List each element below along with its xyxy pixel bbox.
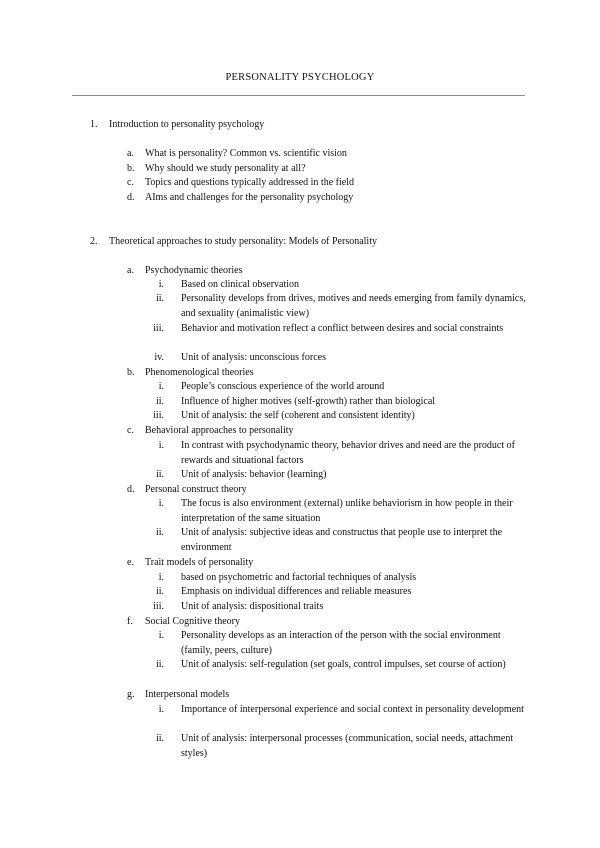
item-text: Why should we study personality at all? (145, 163, 306, 174)
item-text: AIms and challenges for the personality psychology (145, 192, 354, 203)
item-text: Personal construct theory (145, 484, 247, 495)
point-label: i. (158, 279, 164, 290)
item-text: Trait models of personality (145, 557, 254, 568)
item-label: g. (127, 689, 135, 700)
item-text: Behavioral approaches to personality (145, 425, 294, 436)
point-text: Personality develops as an interaction of the person with the social environment (family, peers, culture) (181, 630, 501, 656)
item-label: b. (127, 367, 135, 378)
point-text: Unit of analysis: behavior (learning) (181, 469, 327, 480)
point-label: i. (158, 630, 164, 641)
point-text: Unit of analysis: the self (coherent and consistent identity) (181, 410, 415, 421)
point-text: Unit of analysis: self-regulation (set goals, control impulses, set course of action) (181, 659, 506, 670)
point-text: In contrast with psychodynamic theory, behavior drives and need are the product of rewards and situational factors (181, 440, 515, 466)
item-text: Topics and questions typically addressed in the field (145, 177, 354, 188)
point-label: ii. (155, 659, 164, 670)
section-number: 1. (90, 119, 98, 130)
point-text: Unit of analysis: subjective ideas and constructus that people use to interpret the environment (181, 527, 503, 553)
item-label: e. (127, 557, 134, 568)
point-label: ii. (155, 733, 164, 744)
page-title: PERSONALITY PSYCHOLOGY (225, 72, 375, 83)
item-text: Phenomenological theories (145, 367, 254, 378)
item-label: c. (127, 425, 134, 436)
point-text: based on psychometric and factorial techniques of analysis (181, 572, 417, 583)
point-label: ii. (155, 469, 164, 480)
point-label: i. (158, 381, 164, 392)
point-text: The focus is also environment (external) unlike behaviorism in how people in their interpretation of the same situation (181, 498, 513, 524)
point-label: iv. (154, 352, 164, 363)
point-text: Influence of higher motives (self-growth) rather than biological (181, 396, 436, 407)
item-label: d. (127, 484, 135, 495)
item-text: What is personality? Common vs. scientific vision (145, 148, 347, 159)
item-label: f. (127, 616, 133, 627)
point-label: ii. (155, 396, 164, 407)
point-label: iii. (153, 410, 164, 421)
point-text: Personality develops from drives, motives and needs emerging from family dynamics, and sexuality (animalistic view) (181, 293, 526, 319)
point-label: i. (158, 704, 164, 715)
item-text: Psychodynamic theories (145, 265, 243, 276)
title-divider (72, 95, 525, 96)
point-label: i. (158, 498, 164, 509)
point-text: People’s conscious experience of the world around (181, 381, 385, 392)
section-heading: Introduction to personality psychology (109, 119, 265, 130)
point-label: ii. (155, 293, 164, 304)
point-text: Based on clinical observation (181, 279, 300, 290)
item-label: b. (127, 163, 135, 174)
point-text: Importance of interpersonal experience and social context in personality development (181, 704, 524, 715)
item-text: Social Cognitive theory (145, 616, 240, 627)
point-text: Behavior and motivation reflect a conflict between desires and social constraints (181, 323, 504, 334)
section-heading: Theoretical approaches to study personality: Models of Personality (109, 236, 377, 247)
point-label: i. (158, 440, 164, 451)
item-label: c. (127, 177, 134, 188)
point-text: Unit of analysis: unconscious forces (181, 352, 326, 363)
item-label: a. (127, 265, 134, 276)
point-text: Unit of analysis: dispositional traits (181, 601, 324, 612)
point-label: ii. (155, 527, 164, 538)
point-text: Unit of analysis: interpersonal processes (communication, social needs, attachment styles) (181, 733, 514, 759)
item-label: d. (127, 192, 135, 203)
point-text: Emphasis on individual differences and reliable measures (181, 586, 412, 597)
point-label: i. (158, 572, 164, 583)
point-label: iii. (153, 601, 164, 612)
point-label: iii. (153, 323, 164, 334)
point-label: ii. (155, 586, 164, 597)
item-text: Interpersonal models (145, 689, 230, 700)
item-label: a. (127, 148, 134, 159)
section-number: 2. (90, 236, 98, 247)
